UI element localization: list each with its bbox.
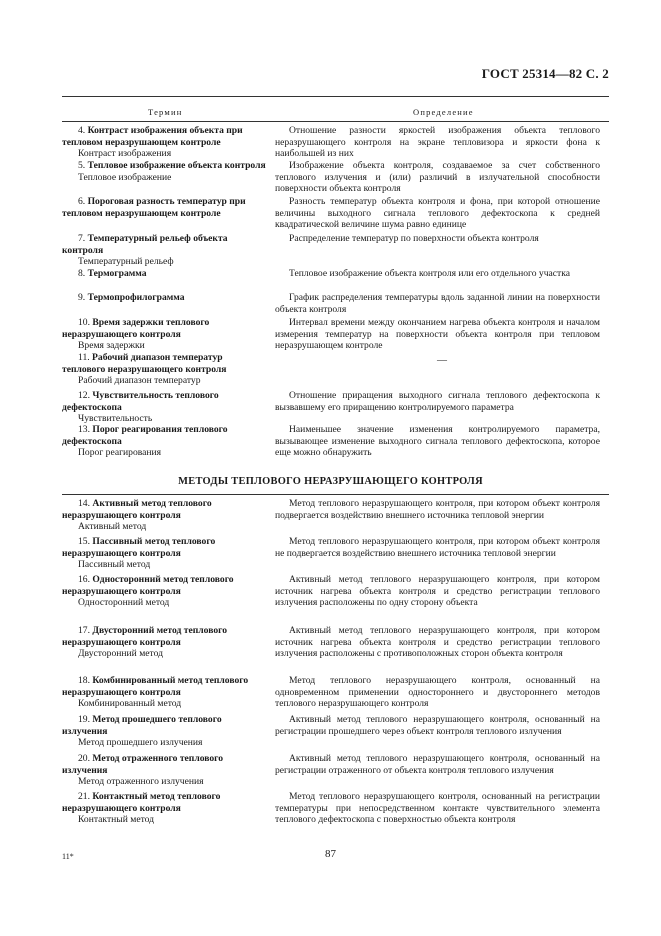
method-term-3 [62,625,266,660]
term-heading [62,536,266,559]
general-term-2 [62,196,266,219]
general-definition-1 [275,160,600,195]
general-definition-5 [275,292,600,315]
term-short-form: Двусторонний метод [78,648,163,660]
term-number: 19. [78,714,93,725]
method-definition-1 [275,536,600,559]
term-heading [62,574,266,597]
term-number: 9. [78,292,88,303]
term-short-form: Порог реагирования [78,447,162,459]
term-number: 16. [78,574,93,585]
method-term-6 [62,753,266,788]
column-header-definition: Определение [413,107,474,117]
general-term-8 [62,390,266,425]
term-number: 11. [78,352,93,363]
term-heading [62,160,266,172]
term-number: 12. [78,390,93,401]
term-name: Термограмма [87,268,147,279]
definition-text: Метод теплового неразрушающего контроля, при котором объект контроля подвергается воздействию внешнего источника тепловой энергии [275,498,600,521]
term-number: 21. [78,791,93,802]
method-definition-3 [275,625,600,660]
term-heading [62,791,266,814]
table-top-rule [62,96,609,97]
general-definition-0 [275,125,600,160]
general-definition-3 [275,233,600,245]
term-heading [62,675,266,698]
general-term-9 [62,424,266,459]
term-heading [62,498,266,521]
term-short-form: Пассивный метод [78,559,151,571]
term-short-form: Активный метод [78,521,147,533]
method-definition-0 [275,498,600,521]
term-heading [62,292,266,304]
term-name: Метод отраженного теплового излучения [62,753,224,776]
term-name: Пороговая разность температур при тепловом неразрушающем контроле [62,196,246,219]
definition-text: Изображение объекта контроля, создаваемое за счет собственного теплового излучения и (или) различий в излучательной способности поверхности объекта контроля [275,160,600,195]
definition-text: Распределение температур по поверхности объекта контроля [289,233,539,244]
term-number: 8. [78,268,88,279]
definition-text: График распределения температуры вдоль заданной линии на поверхности объекта контроля [275,292,600,315]
general-definition-8 [275,390,600,413]
term-number: 15. [78,536,93,547]
term-name: Порог реагирования теплового дефектоскопа [62,424,228,447]
general-definition-2 [275,196,600,231]
term-short-form: Чувствительность [78,413,153,425]
term-name: Активный метод теплового неразрушающего контроля [62,498,212,521]
term-heading [62,317,266,340]
term-name: Температурный рельеф объекта контроля [62,233,228,256]
method-term-1 [62,536,266,571]
general-term-6 [62,317,266,352]
definition-text: Интервал времени между окончанием нагрева объекта контроля и началом измерения температур на поверхности объекта контроля при тепловом неразрушающем контроле [275,317,600,352]
term-heading [62,233,266,256]
general-definition-4 [275,268,600,280]
term-name: Чувствительность теплового дефектоскопа [62,390,219,413]
definition-text: Активный метод теплового неразрушающего контроля, основанный на регистрации отраженного от объекта контроля теплового излучения [275,753,600,776]
term-name: Термопрофилограмма [87,292,185,303]
page-header: ГОСТ 25314—82 С. 2 [481,66,609,81]
definition-text: Наименьшее значение изменения контролируемого параметра, вызывающее изменение выходного сигнала теплового дефектоскопа, которое еще можно обнаружить [275,424,600,459]
term-short-form: Метод отраженного излучения [78,776,204,788]
term-short-form: Комбинированный метод [78,698,182,710]
definition-text: Метод теплового неразрушающего контроля, при котором объект контроля не подвергается воздействию внешнего источника тепловой энергии [275,536,600,559]
method-term-0 [62,498,266,533]
definition-text: Метод теплового неразрушающего контроля, основанный на регистрации температуры при непосредственном контакте чувствительного элемента теплового дефектоскопа с поверхностью объекта контроля [275,791,600,826]
definition-text: Метод теплового неразрушающего контроля, основанный на одновременном применении одностороннего и двустороннего методов теплового неразрушающего контроля [275,675,600,710]
term-name: Пассивный метод теплового неразрушающего контроля [62,536,216,559]
section-title: МЕТОДЫ ТЕПЛОВОГО НЕРАЗРУШАЮЩЕГО КОНТРОЛЯ [178,476,483,487]
method-term-5 [62,714,266,749]
term-number: 17. [78,625,93,636]
term-heading [62,625,266,648]
term-short-form: Метод прошедшего излучения [78,737,203,749]
method-term-7 [62,791,266,826]
term-number: 14. [78,498,93,509]
term-number: 10. [78,317,93,328]
term-short-form: Односторонний метод [78,597,170,609]
method-definition-4 [275,675,600,710]
term-heading [62,390,266,413]
method-term-2 [62,574,266,609]
term-name: Двусторонний метод теплового неразрушающего контроля [62,625,228,648]
general-term-0 [62,125,266,160]
section-rule [62,494,609,495]
general-term-3 [62,233,266,268]
term-number: 18. [78,675,93,686]
method-definition-2 [275,574,600,609]
definition-text: Тепловое изображение объекта контроля или его отдельного участка [289,268,570,279]
empty-definition-dash: — [437,355,447,366]
term-number: 20. [78,753,93,764]
term-short-form: Температурный рельеф [78,256,174,268]
general-definition-6 [275,317,600,352]
term-name: Комбинированный метод теплового неразрушающего контроля [62,675,249,698]
general-definition-9 [275,424,600,459]
term-heading [62,424,266,447]
definition-text: Отношение разности яркостей изображения объекта теплового неразрушающего контроля на экране тепловизора и яркости фона к наибольшей из них [275,125,600,160]
term-number: 4. [78,125,88,136]
term-name: Метод прошедшего теплового излучения [62,714,222,737]
term-heading [62,196,266,219]
method-definition-5 [275,714,600,737]
general-term-4 [62,268,266,280]
column-header-term: Термин [148,107,183,117]
term-short-form: Тепловое изображение [78,171,172,183]
term-number: 7. [78,233,88,244]
term-short-form: Время задержки [78,340,145,352]
method-term-4 [62,675,266,710]
term-heading [62,714,266,737]
term-name: Рабочий диапазон температур теплового неразрушающего контроля [62,352,227,375]
term-heading [62,352,266,375]
term-heading [62,125,266,148]
term-number: 13. [78,424,93,435]
term-name: Время задержки теплового неразрушающего контроля [62,317,210,340]
definition-text: Разность температур объекта контроля и фона, при которой отношение величины выходного сигнала теплового дефектоскопа к средней квадратической величине шума равно единице [275,196,600,231]
method-definition-7 [275,791,600,826]
page-number: 87 [325,848,336,860]
footnote-mark: 11* [62,852,74,861]
general-term-7 [62,352,266,387]
term-name: Тепловое изображение объекта контроля [87,160,266,171]
method-definition-6 [275,753,600,776]
term-heading [62,753,266,776]
term-short-form: Контактный метод [78,814,155,826]
definition-text: Активный метод теплового неразрушающего контроля, при котором источник нагрева объекта контроля и средство регистрации теплового излучения расположены с противоположных сторон объекта контроля [275,625,600,660]
term-name: Односторонний метод теплового неразрушающего контроля [62,574,234,597]
general-term-5 [62,292,266,304]
definition-text: Активный метод теплового неразрушающего контроля, основанный на регистрации прошедшего через объект контроля теплового излучения [275,714,600,737]
definition-text: Отношение приращения выходного сигнала теплового дефектоскопа к вызвавшему его приращению контролируемого параметра [275,390,600,413]
general-term-1 [62,160,266,183]
term-heading [62,268,266,280]
definition-text: Активный метод теплового неразрушающего контроля, при котором источник нагрева объекта контроля и средство регистрации теплового излучения расположены по одну сторону объекта [275,574,600,609]
term-number: 5. [78,160,88,171]
term-number: 6. [78,196,88,207]
term-short-form: Контраст изображения [78,148,172,160]
table-header-rule [62,121,609,122]
term-name: Контраст изображения объекта при тепловом неразрушающем контроле [62,125,243,148]
term-name: Контактный метод теплового неразрушающего контроля [62,791,221,814]
term-short-form: Рабочий диапазон температур [78,375,201,387]
